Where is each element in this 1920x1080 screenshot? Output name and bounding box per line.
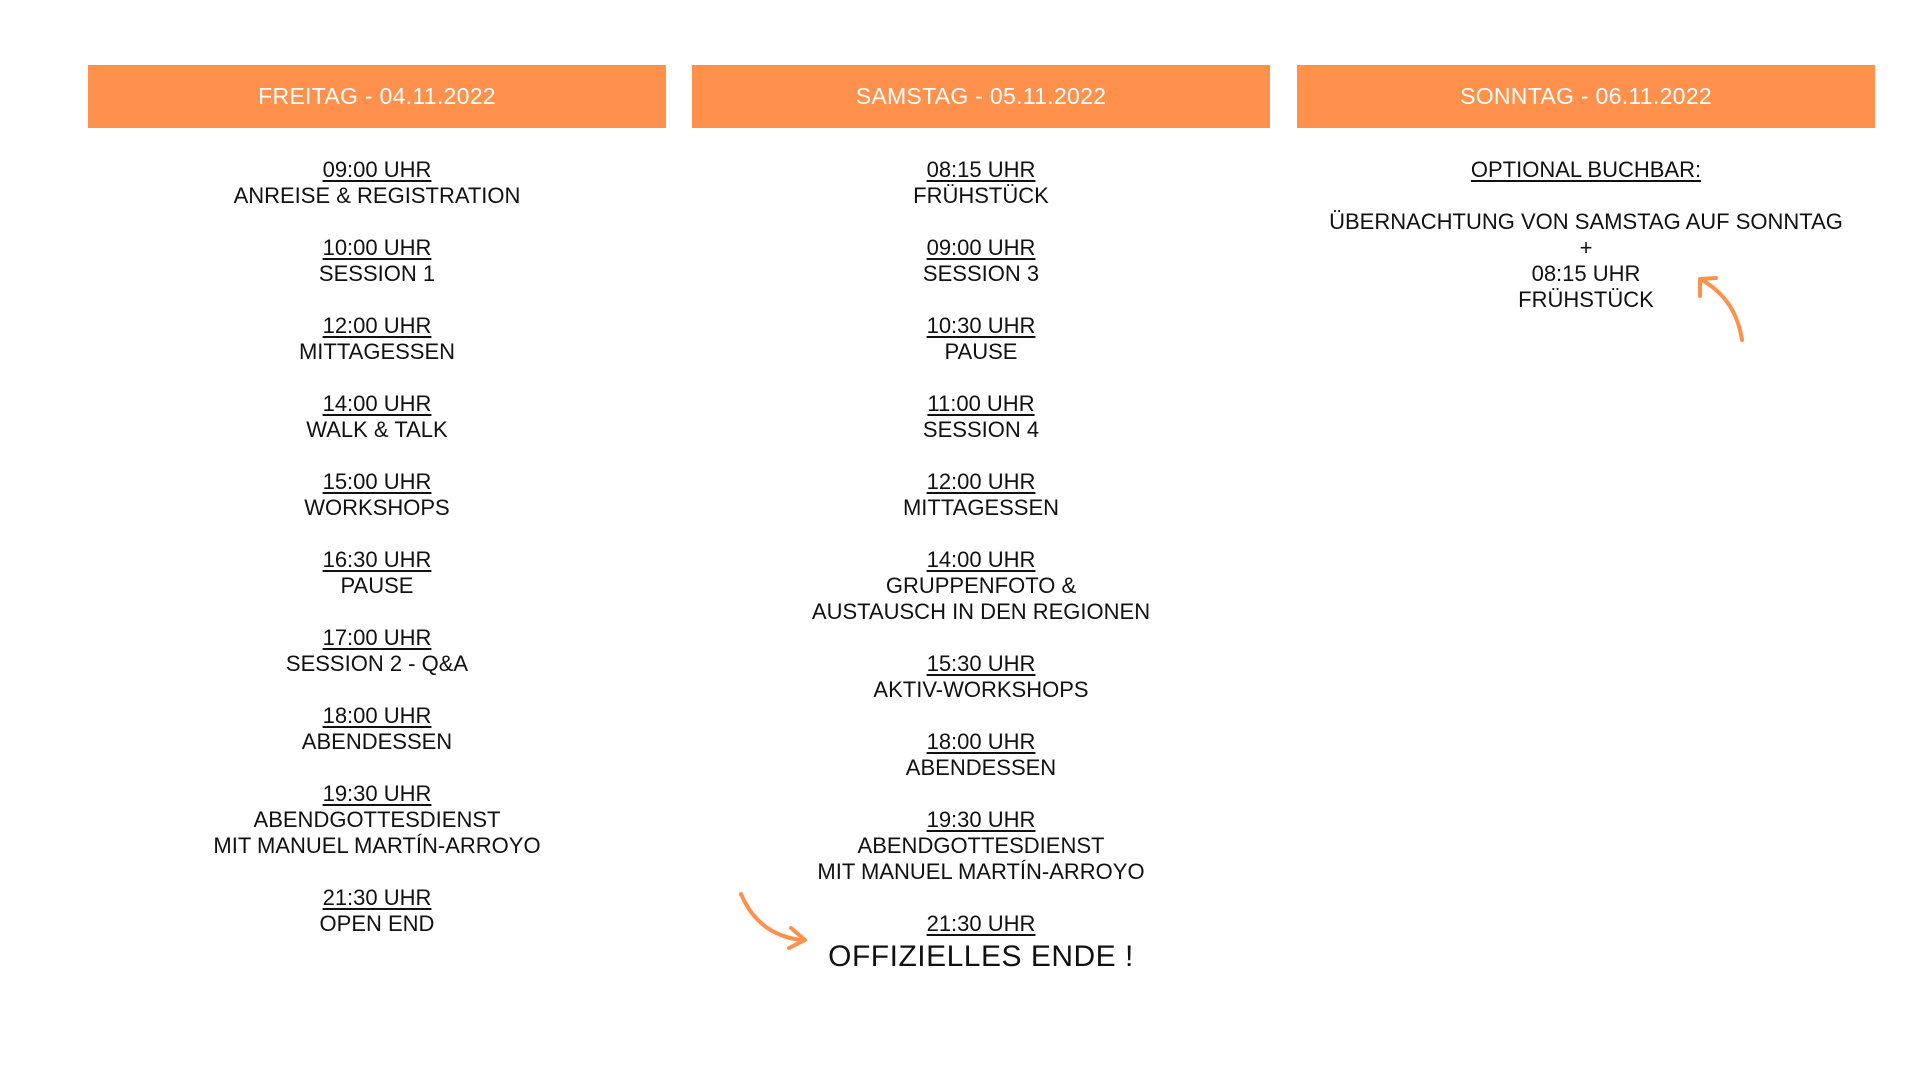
entry-activity: SESSION 3 bbox=[922, 261, 1040, 286]
entry-activity: PAUSE bbox=[944, 339, 1018, 364]
schedule-entry bbox=[88, 313, 666, 365]
schedule-entry bbox=[88, 625, 666, 677]
day-column-friday bbox=[88, 65, 666, 963]
schedule-entry bbox=[692, 729, 1270, 781]
entry-activity: ABENDGOTTESDIENST bbox=[253, 807, 501, 832]
optional-booking-title: OPTIONAL BUCHBAR: bbox=[1470, 157, 1702, 182]
entry-time: 21:30 UHR bbox=[322, 885, 432, 910]
entry-time: 21:30 UHR bbox=[926, 911, 1036, 936]
schedule-entry bbox=[692, 391, 1270, 443]
entry-time: 12:00 UHR bbox=[926, 469, 1036, 494]
entry-activity: OPEN END bbox=[319, 911, 435, 936]
optional-booking-time: 08:15 UHR bbox=[1531, 261, 1641, 286]
entry-time: 19:30 UHR bbox=[322, 781, 432, 806]
entry-activity: MITTAGESSEN bbox=[298, 339, 456, 364]
optional-booking-plus: + bbox=[1579, 235, 1593, 260]
entry-activity: WALK & TALK bbox=[306, 417, 448, 442]
schedule-entry bbox=[88, 157, 666, 209]
optional-booking-block bbox=[1297, 157, 1875, 313]
entry-activity: MIT MANUEL MARTÍN-ARROYO bbox=[213, 833, 541, 858]
optional-booking-item: FRÜHSTÜCK bbox=[1518, 287, 1654, 312]
entry-time: 14:00 UHR bbox=[926, 547, 1036, 572]
entry-time: 08:15 UHR bbox=[926, 157, 1036, 182]
day-header-sunday: SONNTAG - 06.11.2022 bbox=[1297, 65, 1875, 128]
entry-activity: SESSION 2 - Q&A bbox=[285, 651, 469, 676]
day-column-saturday bbox=[692, 65, 1270, 1003]
schedule-entry bbox=[692, 313, 1270, 365]
schedule-entry bbox=[88, 469, 666, 521]
entry-time: 09:00 UHR bbox=[322, 157, 432, 182]
entry-time: 10:00 UHR bbox=[322, 235, 432, 260]
entry-time: 17:00 UHR bbox=[322, 625, 432, 650]
entry-time: 11:00 UHR bbox=[927, 391, 1035, 416]
entry-activity: AUSTAUSCH IN DEN REGIONEN bbox=[811, 599, 1151, 624]
optional-booking-line: ÜBERNACHTUNG VON SAMSTAG AUF SONNTAG bbox=[1329, 209, 1843, 234]
entry-activity: ANREISE & REGISTRATION bbox=[233, 183, 521, 208]
day-column-sunday bbox=[1297, 65, 1875, 313]
curved-arrow-icon bbox=[735, 890, 815, 950]
entry-activity: MITTAGESSEN bbox=[902, 495, 1060, 520]
entry-time: 09:00 UHR bbox=[926, 235, 1036, 260]
day-header-saturday: SAMSTAG - 05.11.2022 bbox=[692, 65, 1270, 128]
entry-activity: SESSION 4 bbox=[922, 417, 1040, 442]
entry-activity: ABENDESSEN bbox=[301, 729, 453, 754]
schedule-entry bbox=[692, 157, 1270, 209]
entry-time: 18:00 UHR bbox=[926, 729, 1036, 754]
entry-time: 18:00 UHR bbox=[322, 703, 432, 728]
schedule-list-friday bbox=[88, 157, 666, 937]
entry-time: 12:00 UHR bbox=[322, 313, 432, 338]
schedule-entry bbox=[692, 807, 1270, 885]
entry-activity: MIT MANUEL MARTÍN-ARROYO bbox=[817, 859, 1145, 884]
entry-time: 16:30 UHR bbox=[322, 547, 432, 572]
schedule-entry bbox=[692, 235, 1270, 287]
schedule-entry bbox=[692, 469, 1270, 521]
entry-time: 19:30 UHR bbox=[926, 807, 1036, 832]
schedule-entry bbox=[88, 885, 666, 937]
entry-activity: PAUSE bbox=[340, 573, 414, 598]
schedule-entry bbox=[692, 547, 1270, 625]
curved-arrow-icon bbox=[1690, 270, 1750, 345]
entry-activity: WORKSHOPS bbox=[304, 495, 450, 520]
schedule-entry bbox=[88, 391, 666, 443]
schedule-entry bbox=[88, 547, 666, 599]
entry-time: 15:00 UHR bbox=[322, 469, 432, 494]
entry-activity: OFFIZIELLES ENDE ! bbox=[828, 940, 1134, 973]
entry-time: 14:00 UHR bbox=[322, 391, 432, 416]
entry-time: 15:30 UHR bbox=[926, 651, 1036, 676]
schedule-entry bbox=[692, 651, 1270, 703]
schedule-entry bbox=[88, 703, 666, 755]
entry-activity: AKTIV-WORKSHOPS bbox=[873, 677, 1089, 702]
entry-activity: GRUPPENFOTO & bbox=[885, 573, 1077, 598]
day-header-friday: FREITAG - 04.11.2022 bbox=[88, 65, 666, 128]
entry-time: 10:30 UHR bbox=[926, 313, 1036, 338]
schedule-list-saturday bbox=[692, 157, 1270, 977]
entry-activity: SESSION 1 bbox=[318, 261, 436, 286]
entry-activity: FRÜHSTÜCK bbox=[913, 183, 1049, 208]
entry-activity: ABENDGOTTESDIENST bbox=[857, 833, 1105, 858]
schedule-entry bbox=[88, 235, 666, 287]
entry-activity: ABENDESSEN bbox=[905, 755, 1057, 780]
schedule-entry bbox=[88, 781, 666, 859]
